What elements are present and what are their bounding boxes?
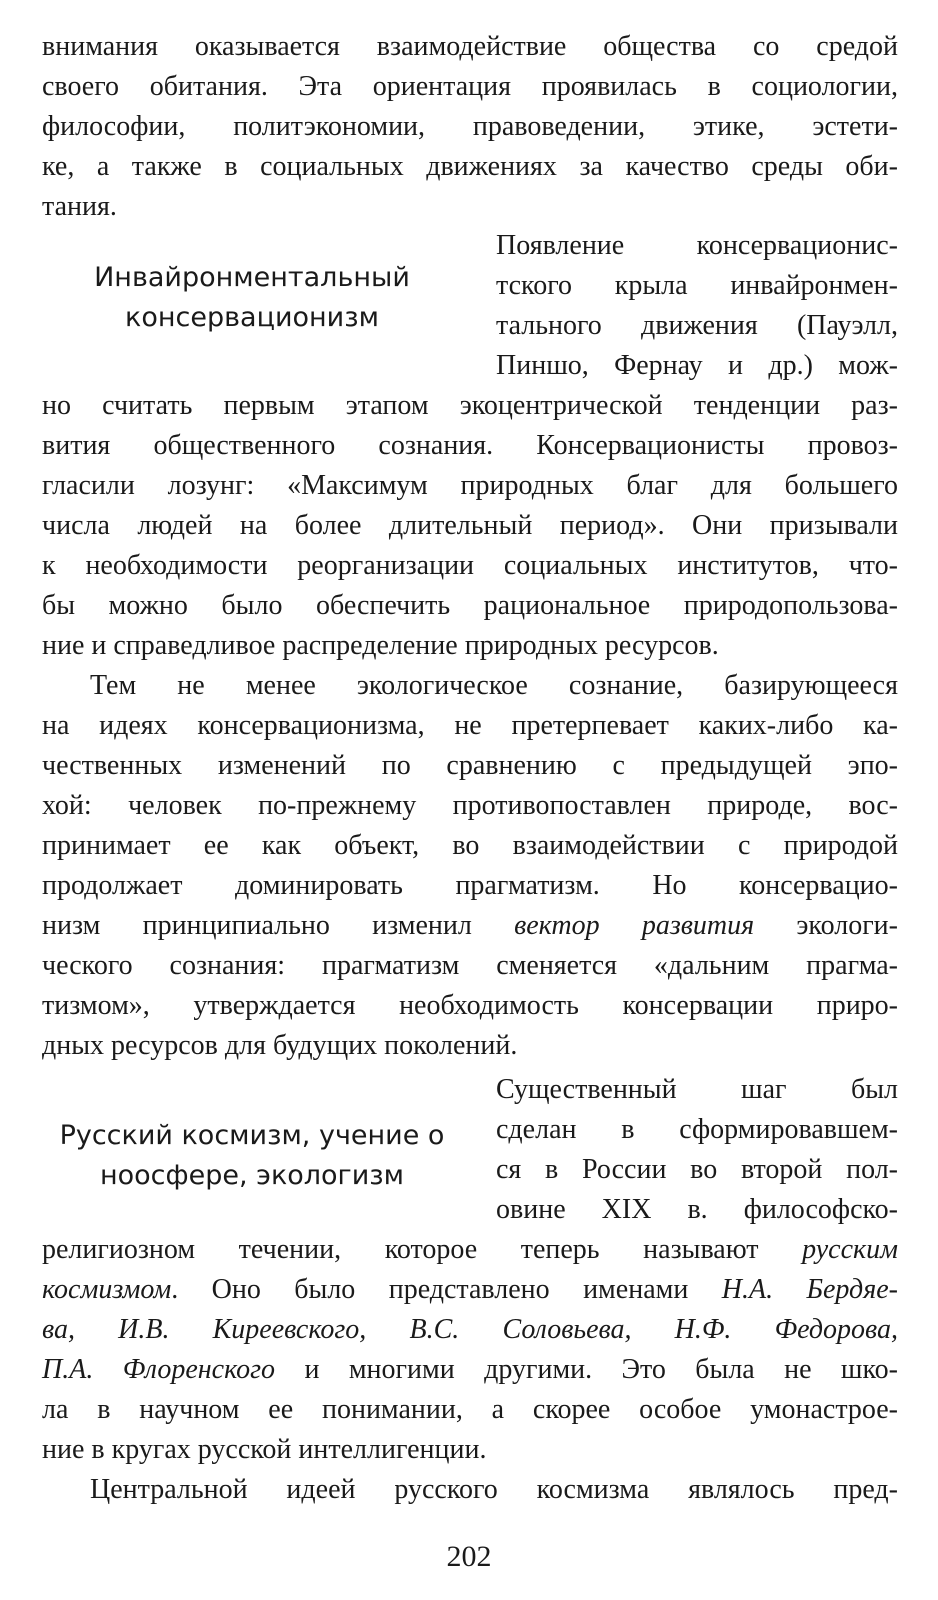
text-line	[42, 1350, 898, 1390]
text-line: ние в кругах русской интеллигенции.	[42, 1434, 487, 1465]
text-line	[42, 1270, 898, 1310]
section-heading-cosmism	[42, 1116, 462, 1196]
text-line: тания.	[42, 191, 117, 222]
page-number: 202	[446, 1540, 492, 1573]
text-run: религиозном течении, которое теперь называют	[42, 1234, 759, 1265]
heading-line: консервационизм	[125, 302, 379, 333]
heading-line: ноосфере, экологизм	[99, 1160, 405, 1191]
text-line: Появление консервационис-	[496, 230, 898, 261]
emphasis-text: космизмом	[42, 1274, 172, 1305]
text-line: вития общественного сознания. Консервационисты провоз-	[42, 430, 898, 461]
text-run: экологи-	[796, 910, 898, 941]
text-line: Тем не менее экологическое сознание, базирующееся	[90, 670, 898, 701]
text-line: продолжает доминировать прагматизм. Но консервацио-	[42, 870, 898, 901]
text-line: бы можно было обеспечить рациональное природопользова-	[42, 590, 898, 621]
text-line: своего обитания. Эта ориентация проявилась в социологии,	[42, 71, 898, 102]
text-run: низм принципиально изменил	[42, 910, 472, 941]
text-line: чественных изменений по сравнению с предыдущей эпо-	[42, 750, 898, 781]
text-line: принимает ее как объект, во взаимодействии с природой	[42, 830, 898, 861]
text-line: философии, политэкономии, правоведении, этике, эстети-	[42, 111, 898, 142]
text-line: тского крыла инвайронмен-	[496, 270, 898, 301]
emphasis-text: ва, И.В. Киреевского, В.С. Соловьева, Н.Ф. Федорова,	[42, 1314, 898, 1345]
text-line: внимания оказывается взаимодействие общества со средой	[42, 31, 898, 62]
text-line	[42, 1310, 898, 1350]
text-line: гласили лозунг: «Максимум природных благ для большего	[42, 470, 898, 501]
text-line: к необходимости реорганизации социальных институтов, что-	[42, 550, 898, 581]
text-line: на идеях консервационизма, не претерпевает каких-либо ка-	[42, 710, 898, 741]
text-line	[42, 1230, 898, 1270]
emphasis-text: Н.А. Бердяе-	[721, 1274, 898, 1305]
text-line: тального движения (Пауэлл,	[496, 310, 898, 341]
text-line: ся в России во второй пол-	[496, 1154, 898, 1185]
text-line: ке, а также в социальных движениях за качество среды оби-	[42, 151, 898, 182]
text-line: дных ресурсов для будущих поколений.	[42, 1030, 518, 1061]
text-line	[42, 906, 898, 946]
text-line: ла в научном ее понимании, а скорее особое умонастрое-	[42, 1394, 898, 1425]
text-line: овине XIX в. философско-	[496, 1194, 898, 1225]
text-run: и многими другими. Это была не шко-	[304, 1354, 898, 1385]
text-line: тизмом», утверждается необходимость консервации приро-	[42, 990, 898, 1021]
emphasis-text: П.А. Флоренского	[42, 1354, 276, 1385]
section-heading-conservationism	[42, 258, 462, 338]
text-line: ческого сознания: прагматизм сменяется «дальним прагма-	[42, 950, 898, 981]
heading-line: Инвайронментальный	[94, 262, 410, 293]
text-line: числа людей на более длительный период». Они призывали	[42, 510, 898, 541]
text-line: ние и справедливое распределение природных ресурсов.	[42, 630, 719, 661]
text-line: Центральной идеей русского космизма являлось пред-	[90, 1474, 898, 1505]
text-line: но считать первым этапом экоцентрической тенденции раз-	[42, 390, 898, 421]
text-line: Существенный шаг был	[496, 1074, 898, 1105]
text-line: сделан в сформировавшем-	[496, 1114, 898, 1145]
text-line: хой: человек по-прежнему противопоставлен природе, вос-	[42, 790, 898, 821]
text-run: . Оно было представлено именами	[171, 1274, 689, 1305]
emphasis-text: русским	[802, 1234, 898, 1265]
heading-line: Русский космизм, учение о	[59, 1120, 445, 1151]
emphasis-text: вектор развития	[514, 910, 755, 941]
text-line: Пиншо, Фернау и др.) мож-	[496, 350, 898, 381]
